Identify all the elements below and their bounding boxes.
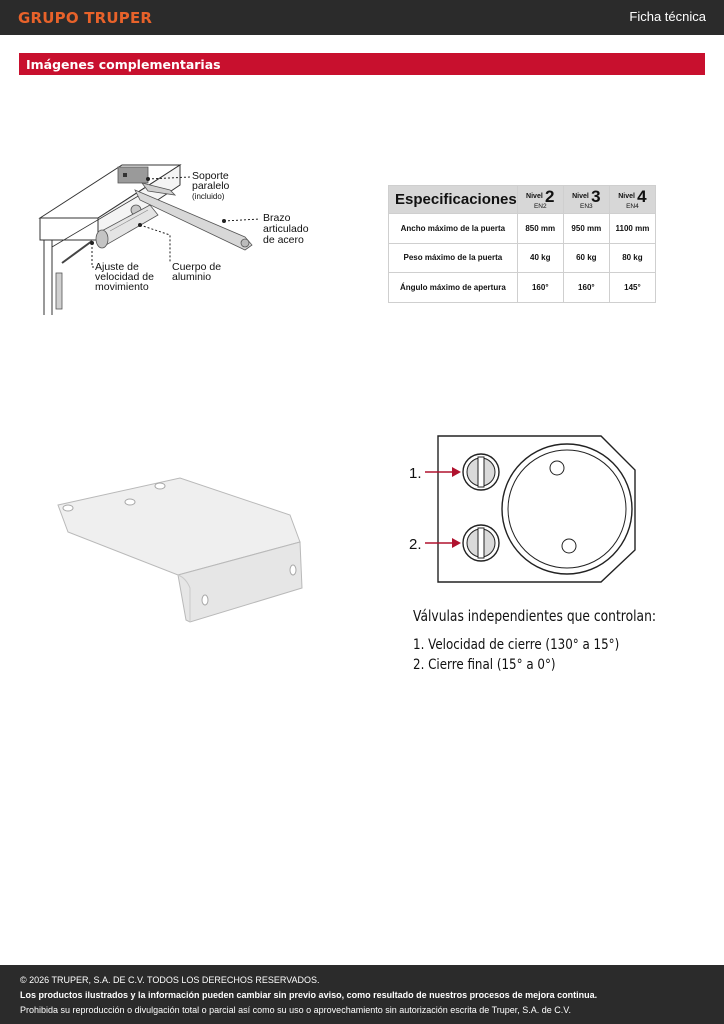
valves-list	[413, 635, 619, 675]
footer-prohibition: Prohibida su reproducción o divulgación total o parcial así como su uso o aprovechamiento sin autorización escrita de Truper, S.A. de C.V.	[20, 1005, 571, 1015]
level-word: Nivel	[572, 193, 589, 200]
table-cell: 80 kg	[609, 243, 655, 272]
level-header-en4	[609, 186, 655, 214]
level-number: 3	[591, 187, 601, 206]
label-brazo-line1: Brazo	[263, 212, 291, 224]
table-cell: 60 kg	[563, 243, 609, 272]
label-brazo-line3: de acero	[263, 234, 304, 246]
footer-notice: Los productos ilustrados y la información pueden cambiar sin previo aviso, como resultado de nuestros procesos de mejora continua.	[20, 990, 598, 1000]
section-title-bar	[19, 53, 705, 75]
specifications-table	[388, 185, 656, 303]
table-cell: 40 kg	[517, 243, 563, 272]
table-cell: 850 mm	[517, 213, 563, 243]
section-title: Imágenes complementarias	[26, 57, 221, 72]
label-cuerpo-line2: aluminio	[172, 271, 212, 283]
label-soporte-line3: (incluido)	[192, 192, 225, 201]
level-en-code: EN2	[533, 203, 547, 210]
valve-item-1: 1. Velocidad de cierre (130° a 15°)	[413, 637, 620, 653]
spec-title: Especificaciones	[389, 186, 518, 214]
table-row	[389, 243, 656, 272]
valve-2-icon	[463, 525, 499, 561]
table-row	[389, 213, 656, 243]
row-label: Ángulo máximo de apertura	[389, 272, 518, 302]
level-number: 4	[637, 187, 647, 206]
truper-logo	[18, 9, 152, 27]
spec-header-row	[389, 186, 656, 214]
table-cell: 950 mm	[563, 213, 609, 243]
level-header-en3	[563, 186, 609, 214]
footer-bar	[0, 965, 724, 1024]
door-closer-diagram	[30, 155, 330, 320]
label-brazo-line2: articulado	[263, 223, 309, 235]
level-en-code: EN3	[580, 203, 593, 210]
level-header-en2	[517, 186, 563, 214]
label-ajuste-line2: velocidad de	[95, 271, 154, 283]
table-cell: 160°	[563, 272, 609, 302]
door-hinge	[56, 241, 92, 309]
table-cell: 145°	[609, 272, 655, 302]
table-cell: 1100 mm	[609, 213, 655, 243]
valve-marker-1: 1.	[409, 465, 422, 482]
top-header-bar	[0, 0, 724, 35]
logo-text-truper: TRUPER	[84, 9, 153, 27]
level-en-code: EN4	[626, 203, 639, 210]
row-label: Peso máximo de la puerta	[389, 243, 518, 272]
label-ajuste-line3: movimiento	[95, 281, 149, 293]
label-soporte-line2: paralelo	[192, 180, 230, 192]
valve-1-icon	[463, 454, 499, 490]
level-word: Nivel	[618, 193, 635, 200]
logo-text-grupo: GRUPO	[18, 9, 79, 27]
mounting-plate-image	[50, 470, 310, 630]
level-word: Nivel	[526, 193, 543, 200]
label-soporte-line1: Soporte	[192, 170, 229, 182]
valve-marker-2: 2.	[409, 536, 422, 553]
parallel-bracket	[118, 167, 148, 183]
table-row	[389, 272, 656, 302]
valve-diagram	[405, 435, 640, 585]
valves-title: Válvulas independientes que controlan:	[413, 607, 657, 625]
document-type-label: Ficha técnica	[629, 9, 706, 24]
label-ajuste-line1: Ajuste de	[95, 261, 139, 273]
footer-copyright: © 2026 TRUPER, S.A. DE C.V. TODOS LOS DERECHOS RESERVADOS.	[20, 975, 320, 985]
table-cell: 160°	[517, 272, 563, 302]
row-label: Ancho máximo de la puerta	[389, 213, 518, 243]
level-number: 2	[545, 187, 555, 206]
label-cuerpo-line1: Cuerpo de	[172, 261, 222, 273]
valve-item-2: 2. Cierre final (15° a 0°)	[413, 657, 556, 673]
